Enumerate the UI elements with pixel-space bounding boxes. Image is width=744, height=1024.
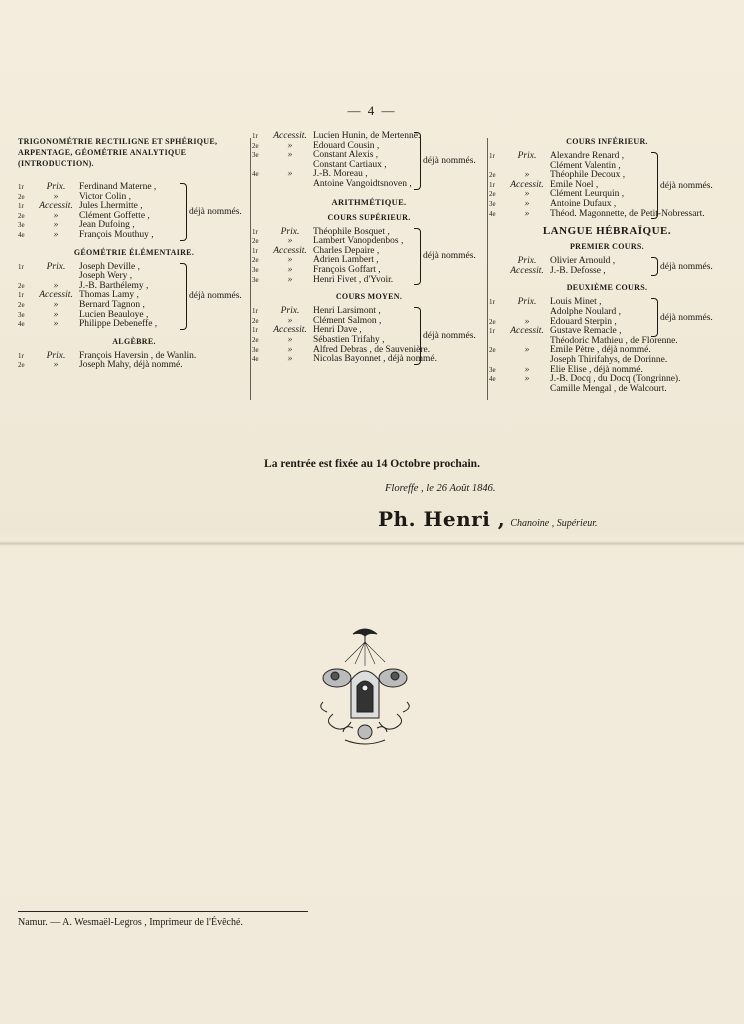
group-brace: [651, 152, 658, 219]
award-rank: 2e: [489, 317, 496, 326]
student-name: Clément Goffette ,: [79, 210, 150, 221]
award-rank: [489, 267, 504, 277]
signature-title: Chanoine , Supérieur.: [510, 518, 598, 529]
award-rank: 1r: [18, 351, 24, 360]
section-heading: DEUXIÈME COURS.: [566, 283, 648, 293]
award-type: »: [53, 220, 59, 231]
award-type: »: [287, 150, 293, 161]
student-name: Lambert Vanopdenbos ,: [313, 236, 404, 247]
award-type: »: [53, 319, 59, 330]
award-group: [489, 337, 725, 395]
award-rank: 2e: [18, 281, 25, 290]
group-note: déjà nommés.: [189, 206, 242, 217]
award-type: Prix.: [517, 151, 537, 161]
student-name: Edouard Cousin ,: [313, 140, 380, 151]
award-type: »: [524, 374, 530, 385]
section-heading: COURS MOYEN.: [335, 292, 403, 302]
award-type: Prix.: [46, 182, 66, 192]
award-group: [252, 132, 486, 190]
award-row: [489, 385, 725, 395]
award-rank: 1r: [252, 132, 258, 140]
group-brace: [414, 132, 421, 190]
award-group: [18, 263, 250, 330]
student-name: Lucien Hunin, de Mertenne.: [313, 131, 421, 141]
award-type: »: [524, 189, 530, 200]
award-rank: 2e: [252, 316, 259, 325]
award-type: »: [287, 334, 293, 345]
student-name: Joseph Wery ,: [79, 271, 133, 282]
award-type: »: [53, 229, 59, 240]
student-name: François Mouthuy ,: [79, 229, 154, 240]
award-rank: 3e: [252, 265, 259, 274]
award-group: [489, 257, 725, 276]
award-rank: 1r: [18, 291, 24, 300]
award-rank: 3e: [252, 151, 259, 160]
student-name: Théod. Magonnette, de Petit-Nobressart.: [550, 208, 705, 219]
award-rank: 3e: [489, 199, 496, 208]
column-divider: [487, 138, 488, 400]
award-type: »: [287, 354, 293, 365]
award-rank: 3e: [252, 275, 259, 284]
section-heading: ALGÈBRE.: [112, 336, 156, 346]
award-rank: 1r: [489, 180, 495, 189]
award-rank: 4e: [18, 230, 25, 239]
student-name: Joseph Mahy, déjà nommé.: [79, 360, 183, 371]
award-type: Accessit.: [39, 290, 73, 301]
award-rank: 4e: [489, 375, 496, 384]
student-name: Henri Fivet , d'Yvoir.: [313, 274, 394, 285]
signature-name: Ph. Henri ,: [378, 507, 506, 531]
student-name: Joseph Deville ,: [79, 261, 140, 272]
award-rank: [18, 272, 33, 282]
award-rank: 1r: [252, 227, 258, 236]
award-type: Prix.: [517, 256, 537, 267]
student-name: Bernard Tagnon ,: [79, 299, 145, 310]
award-type: »: [53, 210, 59, 221]
student-name: Joseph Thirifahys, de Dorinne.: [550, 354, 668, 365]
award-row: [252, 180, 486, 190]
award-rank: [489, 337, 504, 347]
award-rank: 4e: [252, 170, 259, 179]
student-name: Jean Dufoing ,: [79, 220, 135, 231]
student-name: Victor Colin ,: [79, 191, 131, 202]
award-rank: [489, 257, 504, 267]
award-type: »: [287, 169, 293, 180]
award-type: »: [53, 309, 59, 320]
student-name: François Goffart ,: [313, 264, 381, 275]
award-group: [18, 183, 250, 241]
student-name: J.-B. Docq , du Docq (Tongrinne).: [550, 374, 681, 385]
award-type: Prix.: [280, 226, 300, 237]
award-type: »: [287, 315, 293, 326]
student-name: J.-B. Defosse ,: [550, 265, 606, 276]
award-row: [18, 263, 250, 273]
award-type: »: [53, 191, 59, 202]
student-name: Louis Minet ,: [550, 297, 602, 308]
group-brace: [651, 257, 658, 276]
group-note: déjà nommés.: [660, 261, 713, 272]
award-group: [252, 307, 486, 365]
printer-imprint: Namur. — A. Wesmaël-Legros , Imprimeur de l'Évêché.: [18, 917, 243, 928]
award-row: [18, 320, 250, 330]
award-type: »: [524, 316, 530, 327]
award-type: [267, 180, 313, 190]
award-type: »: [287, 274, 293, 285]
award-type: Accessit.: [273, 325, 307, 336]
student-name: François Haversin , de Wanlin.: [79, 350, 197, 361]
award-rank: 2e: [252, 256, 259, 265]
student-name: Clément Valentin ,: [550, 160, 621, 171]
page-number: — 4 —: [347, 103, 397, 118]
section-heading: LANGUE HÉBRAÏQUE.: [542, 225, 672, 238]
award-row: [252, 355, 486, 365]
award-rank: [489, 308, 504, 318]
student-name: Olivier Arnould ,: [550, 256, 616, 267]
award-rank: 2e: [489, 171, 496, 180]
section-heading: COURS INFÉRIEUR.: [566, 137, 648, 146]
award-type: Prix.: [517, 297, 537, 308]
award-rank: [489, 385, 504, 395]
student-name: J.-B. Moreau ,: [313, 169, 368, 180]
award-rank: 1r: [252, 307, 258, 316]
student-name: Henri Dave ,: [313, 325, 362, 336]
award-rank: 2e: [489, 190, 496, 199]
student-name: Nicolas Bayonnet , déjà nommé.: [313, 354, 437, 365]
student-name: Emile Pètre , déjà nommé.: [550, 345, 651, 356]
paper-fold: [0, 541, 744, 546]
student-name: Antoine Dufaux ,: [550, 198, 617, 209]
student-name: Henri Larsimont ,: [313, 306, 381, 317]
award-type: »: [524, 364, 530, 375]
group-note: déjà nommés.: [423, 155, 476, 166]
section-heading: TRIGONOMÉTRIE RECTILIGNE ET SPHÉRIQUE, ARPENTAGE, GÉOMÉTRIE ANALYTIQUE (INTRODUCTION).: [18, 137, 218, 168]
group-note: déjà nommés.: [423, 330, 476, 341]
award-rank: 2e: [489, 346, 496, 355]
award-rank: 2e: [252, 141, 259, 150]
student-name: Thomas Lamy ,: [79, 290, 139, 301]
award-row: [489, 210, 725, 220]
section-heading: PREMIER COURS.: [570, 242, 644, 252]
student-name: Elie Elise , déjà nommé.: [550, 364, 643, 375]
group-note: déjà nommés.: [660, 180, 713, 191]
award-rank: 4e: [18, 320, 25, 329]
student-name: Gustave Remacle ,: [550, 326, 622, 337]
section-heading: ARITHMÉTIQUE.: [331, 196, 407, 207]
student-name: Adolphe Noulard ,: [550, 306, 621, 317]
column-2: [252, 132, 486, 371]
student-name: Théophile Bosquet ,: [313, 226, 390, 237]
student-name: Clément Salmon ,: [313, 315, 382, 326]
student-name: Edouard Sterpin ,: [550, 316, 617, 327]
column-1: [18, 132, 250, 377]
student-name: J.-B. Barthélemy ,: [79, 280, 149, 291]
student-name: Clément Leurquin ,: [550, 189, 625, 200]
award-group: [252, 228, 486, 286]
group-note: déjà nommés.: [423, 251, 476, 262]
award-type: »: [287, 344, 293, 355]
award-type: Accessit.: [510, 265, 544, 276]
award-type: »: [53, 299, 59, 310]
student-name: Jules Lhermitte ,: [79, 201, 143, 212]
award-rank: 2e: [18, 211, 25, 220]
student-name: Sébastien Trifahy ,: [313, 334, 385, 345]
reopening-notice: La rentrée est fixée au 14 Octobre prochain.: [264, 458, 480, 470]
award-type: Accessit.: [510, 326, 544, 337]
imprint-rule: [18, 911, 308, 912]
award-type: »: [524, 208, 530, 219]
award-type: »: [287, 140, 293, 151]
award-rank: 2e: [18, 361, 25, 370]
student-name: Ferdinand Materne ,: [79, 182, 157, 192]
group-brace: [180, 263, 187, 330]
award-type: »: [53, 280, 59, 291]
award-rank: 2e: [18, 192, 25, 201]
award-rank: 2e: [252, 237, 259, 246]
award-rank: 3e: [18, 221, 25, 230]
award-rank: 1r: [252, 326, 258, 335]
group-note: déjà nommés.: [660, 312, 713, 323]
student-name: Antoine Vangoidtsnoven ,: [313, 178, 412, 189]
award-group: [489, 298, 725, 336]
award-row: [18, 361, 250, 371]
section-heading: COURS SUPÉRIEUR.: [327, 212, 411, 222]
group-brace: [414, 228, 421, 286]
group-note: déjà nommés.: [189, 291, 242, 302]
award-type: Accessit.: [39, 201, 73, 212]
dateline: Floreffe , le 26 Août 1846.: [385, 483, 496, 494]
award-rank: [252, 180, 267, 190]
award-type: »: [287, 255, 293, 266]
award-group: [18, 352, 250, 371]
award-type: »: [287, 236, 293, 247]
award-type: Prix.: [280, 306, 300, 317]
student-name: Adrien Lambert ,: [313, 255, 379, 266]
award-rank: 2e: [18, 300, 25, 309]
award-rank: [489, 162, 504, 172]
award-row: [18, 231, 250, 241]
award-row: [252, 276, 486, 286]
student-name: Alfred Debras , de Sauvenière.: [313, 344, 431, 355]
award-type: Prix.: [46, 261, 66, 272]
award-group: [489, 152, 725, 219]
award-type: »: [53, 360, 59, 371]
group-brace: [180, 183, 187, 241]
award-type: Accessit.: [510, 179, 544, 190]
award-type: Prix.: [46, 350, 66, 361]
award-rank: 4e: [489, 209, 496, 218]
award-rank: 2e: [252, 335, 259, 344]
award-type: Accessit.: [273, 131, 307, 141]
student-name: Constant Cartiaux ,: [313, 159, 387, 170]
award-rank: 1r: [489, 152, 495, 160]
student-name: Camille Mengal , de Walcourt.: [550, 383, 667, 394]
column-divider: [250, 138, 251, 400]
student-name: Théodoric Mathieu , de Florenne.: [550, 335, 678, 346]
award-rank: 1r: [489, 298, 495, 307]
student-name: Alexandre Renard ,: [550, 151, 625, 161]
award-rank: 3e: [252, 345, 259, 354]
award-type: »: [524, 170, 530, 181]
student-name: Lucien Beauloye ,: [79, 309, 149, 320]
award-type: »: [524, 198, 530, 209]
award-rank: 4e: [252, 355, 259, 364]
award-rank: 1r: [18, 183, 24, 191]
award-type: »: [287, 264, 293, 275]
student-name: Emile Noel ,: [550, 179, 599, 190]
section-heading: GÉOMÉTRIE ÉLÉMENTAIRE.: [73, 247, 195, 257]
award-rank: [252, 161, 267, 171]
award-rank: 3e: [18, 310, 25, 319]
student-name: Philippe Debeneffe ,: [79, 319, 158, 330]
signature: [378, 507, 598, 531]
student-name: Charles Depaire ,: [313, 245, 380, 256]
student-name: Constant Alexis ,: [313, 150, 379, 161]
award-type: »: [524, 345, 530, 356]
award-rank: [489, 356, 504, 366]
column-3: [489, 132, 725, 400]
award-rank: 3e: [489, 365, 496, 374]
group-brace: [414, 307, 421, 365]
award-row: [18, 183, 250, 193]
award-rank: 1r: [18, 262, 24, 271]
award-rank: 1r: [489, 327, 495, 336]
group-brace: [651, 298, 658, 336]
award-type: Accessit.: [273, 245, 307, 256]
award-rank: 1r: [18, 202, 24, 211]
religious-emblem-icon: [315, 622, 415, 750]
student-name: Théophile Decoux ,: [550, 170, 626, 181]
award-rank: 1r: [252, 246, 258, 255]
award-type: [504, 385, 550, 395]
